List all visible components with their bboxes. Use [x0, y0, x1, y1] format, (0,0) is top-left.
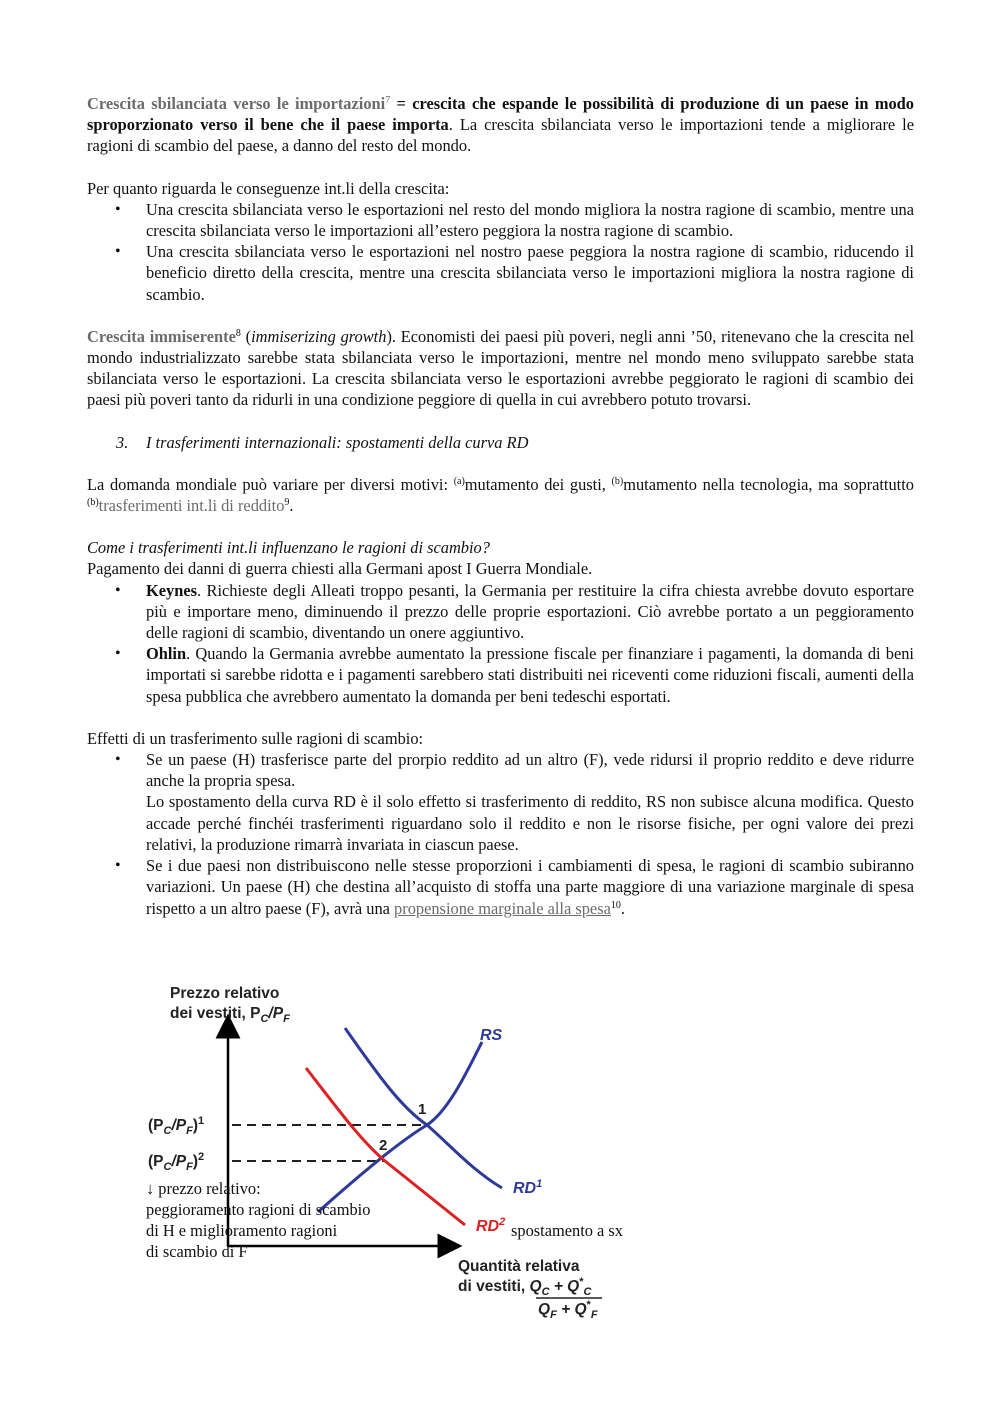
y-axis-label-line2: dei vestiti, $P_C/P_F$: [170, 1005, 290, 1025]
list-item: • Una crescita sbilanciata verso le esportazioni nel nostro paese peggiora la nostra ragione di scambio, riducendo il beneficio diretto della crescita, mentre una crescita sbilanciata verso le importazioni migliora la nostra ragione di scambio.: [87, 241, 914, 305]
immiserizing-text: ). Economisti dei paesi più poveri, negli anni ’50, ritenevano che la crescita nel mondo industrializzato sarebbe stata sbilanciata verso le importazioni, mentre nel mondo meno sviluppato sarebbe stata sbilanciata verso le esportazioni. La crescita sbilanciata verso le esportazioni avrebbe peggiorato le ragioni di scambio dei paesi più poveri tanto da ridurli in una condizione peggiore di quella in cui avrebbero potuto trovarsi.: [87, 326, 914, 410]
price-change-note: [146, 1178, 370, 1262]
list-item: [87, 749, 914, 855]
consequences-list: [87, 199, 914, 305]
footnote-ref-7[interactable]: 7: [385, 95, 391, 106]
equilibrium-point-1: 1: [418, 1101, 427, 1118]
period: .: [620, 898, 625, 918]
rd1-label: $RD^1$: [513, 1178, 543, 1197]
marker-c: (b): [87, 497, 99, 509]
reparations-list: [87, 580, 914, 707]
note-line: di scambio di F: [146, 1242, 248, 1261]
name-ohlin: Ohlin: [146, 644, 187, 664]
section-title: I trasferimenti internazionali: spostamenti della curva RD: [146, 432, 529, 452]
term-immiserizing-growth: Crescita immiserente: [87, 326, 236, 346]
marker-a: (a): [453, 475, 465, 487]
demand-text-tastes: mutamento dei gusti,: [464, 474, 612, 494]
list-item-ohlin: [87, 643, 914, 707]
section-number: 3.: [116, 432, 129, 452]
x-axis-fraction-denominator: $Q_F + Q^*_F$: [538, 1299, 598, 1321]
link-marginal-propensity[interactable]: propensione marginale alla spesa: [394, 898, 611, 918]
paragraph-import-biased-growth: [87, 93, 914, 157]
footnote-ref-10[interactable]: 10: [610, 899, 621, 911]
term-import-biased-growth: Crescita sbilanciata verso le importazioni: [87, 94, 386, 113]
paren-open: (: [240, 326, 252, 346]
note-line: di H e miglioramento ragioni: [146, 1221, 338, 1240]
transfer-effects-list: [87, 749, 914, 919]
transfer-diagram: [140, 980, 660, 1325]
definition-rest: . La crescita sbilanciata verso le importazioni tende a migliorare le ragioni di scambio del paese, a danno del resto del mondo.: [87, 115, 914, 156]
link-income-transfers[interactable]: trasferimenti int.li di reddito: [98, 496, 285, 516]
effect-text-a: Se un paese (H) trasferisce parte del prorpio reddito ad un altro (F), vede ridursi il proprio reddito e deve ridurre anche la propria spesa.: [146, 750, 914, 791]
list-item: [87, 855, 914, 919]
footnote-ref-9[interactable]: 9: [284, 497, 290, 509]
demand-text-a: La domanda mondiale può variare per diversi motivi:: [87, 474, 454, 494]
marker-b: (b): [611, 475, 624, 487]
period: .: [289, 496, 294, 516]
document-body: [87, 93, 914, 919]
y-axis-label-line1: Prezzo relativo: [170, 985, 280, 1002]
question-transfers: [87, 537, 914, 558]
section-heading-3: [87, 432, 914, 453]
x-axis-label-line2: di vestiti, $Q_C + Q^*_C$: [458, 1276, 592, 1298]
english-term: immiserizing growth: [251, 326, 387, 346]
paragraph-immiserizing-growth: [87, 326, 914, 411]
tick-label-price-1: $(P_C/P_F)^1$: [148, 1115, 205, 1137]
effect-text-b: Lo spostamento della curva RD è il solo effetto si trasferimento di reddito, RS non subisce alcuna modifica. Questo accade perché finchéi trasferimenti riguardano solo il reddito e non le risorse fisiche, per ogni valore dei prezi relativi, la produzione rimarrà invariata in ciascun paese.: [146, 792, 914, 854]
definition-bold: crescita che espande le possibilità di produzione di un paese in modo sproporzionato verso il bene che il paese importa: [87, 94, 914, 135]
equilibrium-point-2: 2: [379, 1137, 388, 1154]
tick-label-price-2: $(P_C/P_F)^2$: [148, 1151, 205, 1173]
shift-note: spostamento a sx: [511, 1221, 623, 1240]
paragraph-world-demand: [87, 474, 914, 516]
effect-text-c: Se i due paesi non distribuiscono nelle stesse proporzioni i cambiamenti di spesa, le ragioni di scambio subiranno variazioni. Un paese (H) che destina all’acquisto di stoffa una parte maggiore di una variazione marginale di spesa rispetto a un altro paese (F), avrà una: [146, 856, 914, 918]
paragraph-consequences-intro: Per quanto riguarda le conseguenze int.li della crescita:: [87, 178, 450, 198]
equals-sign: =: [390, 94, 413, 113]
rd2-label: $RD^2$: [476, 1216, 506, 1235]
footnote-ref-8[interactable]: 8: [235, 327, 241, 339]
note-line: peggioramento ragioni di scambio: [146, 1200, 371, 1219]
name-keynes: Keynes: [146, 580, 197, 600]
list-item-keynes: [87, 580, 914, 644]
paragraph-transfer-effects: Effetti di un trasferimento sulle ragioni di scambio:: [87, 728, 424, 748]
note-line: ↓ prezzo relativo:: [146, 1179, 261, 1198]
keynes-text: . Richieste degli Alleati troppo pesanti, la Germania per restituire la cifra chiesta avrebbe dovuto esportare più e importare meno, diminuendo il prezzo delle proprie esportazioni. Ciò avrebbe portato a un peggioramento delle ragioni di scambio, diventando un onere aggiuntivo.: [146, 580, 914, 643]
x-axis-label-line1: Quantità relativa: [458, 1258, 580, 1275]
diagram-svg: [140, 980, 660, 1325]
rs-label: RS: [480, 1027, 503, 1044]
demand-text-technology: mutamento nella tecnologia, ma soprattutto: [623, 474, 914, 494]
question-text: Come i trasferimenti int.li influenzano le ragioni di scambio?: [87, 538, 490, 558]
ohlin-text: . Quando la Germania avrebbe aumentato la pressione fiscale per finanziare i pagamenti, la domanda di beni importati si sarebbe ridotta e i pagamenti sarebbero stati distribuiti nei riceventi come riduzioni fiscali, aumenti della spesa pubblica che avrebbero aumentato la domanda per beni tedeschi esportati.: [146, 644, 914, 706]
list-item: • Una crescita sbilanciata verso le esportazioni nel resto del mondo migliora la nostra ragione di scambio, mentre una crescita sbilanciata verso le importazioni all’estero peggiora la nostra ragione di scambio.: [87, 199, 914, 241]
paragraph-war-reparations: Pagamento dei danni di guerra chiesti alla Germani apost I Guerra Mondiale.: [87, 559, 593, 579]
